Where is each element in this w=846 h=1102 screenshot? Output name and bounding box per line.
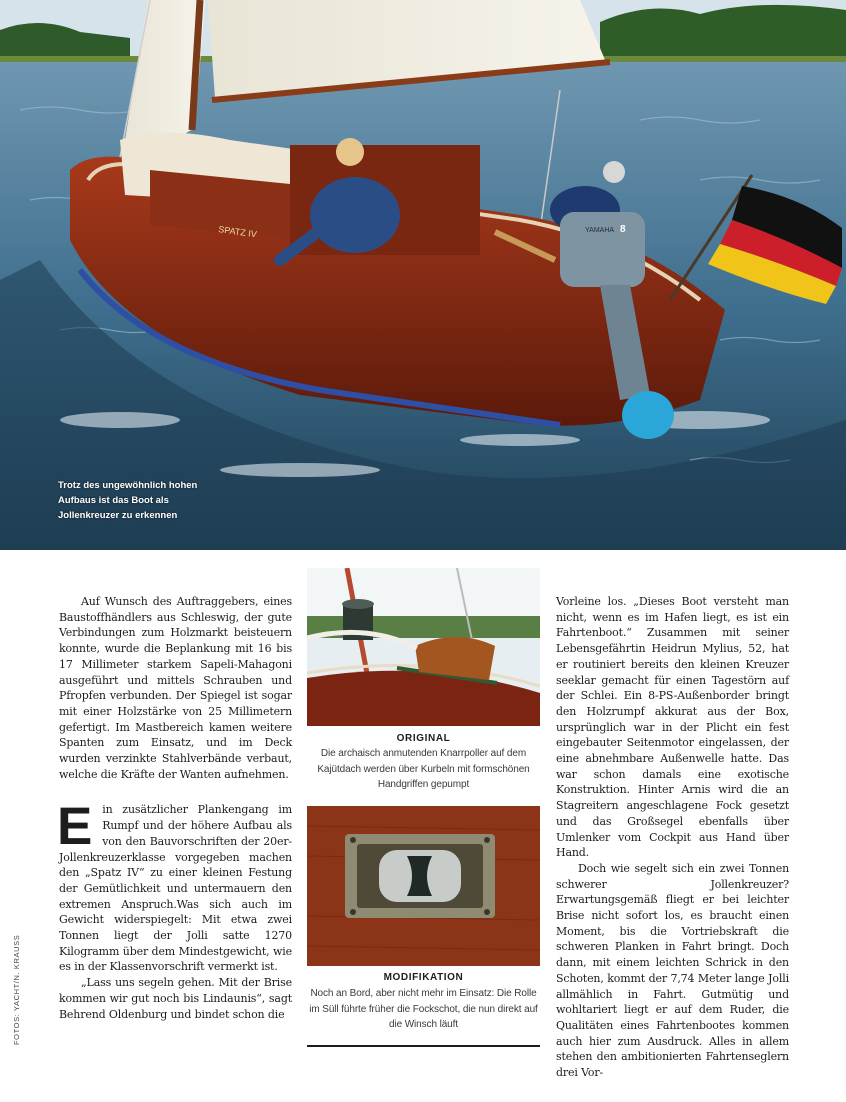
hero-caption: Trotz des ungewöhnlich hohen Aufbaus ist das Boot als Jollenkreuzer zu erkennen (58, 480, 198, 521)
crew-helm (310, 177, 400, 253)
boat-name: SPATZ IV (217, 224, 258, 240)
photo-modification-roller (307, 806, 540, 966)
figure-caption-original: Die archaisch anmutenden Knarrpoller auf dem Kajütdach werden über Kurbeln mit formschönen Handgriffen gepumpt (317, 748, 530, 791)
photo-original-winch (307, 568, 540, 726)
paragraph-text: in zusätzlicher Plankengang im Rumpf und der höhere Aufbau als von den Bauvorschriften der 20er-Jollenkreuzerklasse vorgegeben machen den „Spatz IV“ zu einer kleinen Festung der Gemütlichkeit und untermauern den extremen Anspruch.Was sich auch im Gewicht widerspiegelt: Mit etwa zwei Tonnen liegt der Jolli satte 1270 Kilogramm über dem Mindestgewicht, wie es in der Klassenvorschrift vermerkt ist. (59, 803, 292, 974)
paragraph: Auf Wunsch des Auftraggebers, eines Baustoffhändlers aus Schleswig, der gute Verbindungen zum Holzmarkt beisteuern konnte, wurde die Beplankung mit 16 bis 17 Millimeter starkem Sapeli-Mahagoni ausgeführt und mittels Schrauben und Pfropfen verbunden. Der Spiegel ist sogar mit einer Holzstärke von 25 Millimetern gefertigt. Im Mastbereich kamen weitere Spanten zum Einsatz, und im Deck wurden verzinkte Stahlverbände verbaut, welche die Kräfte der Wanten aufnehmen. (59, 595, 292, 781)
text-column-left (59, 594, 292, 1022)
photo-credit: FOTOS: YACHT/N. KRAUSS (12, 934, 21, 1045)
paragraph: „Lass uns segeln gehen. Mit der Brise kommen wir gut noch bis Lindaunis“, sagt Behrend Oldenburg und bindet schon die (59, 976, 292, 1021)
figure-caption-modification: Noch an Bord, aber nicht mehr im Einsatz: Die Rolle im Süll führte früher die Fockschot, die nun direkt auf die Winsch läuft (309, 988, 538, 1031)
figure-label-modification: MODIFIKATION (383, 972, 464, 983)
outboard-mark: 8 (620, 224, 626, 235)
dropcap: E (57, 797, 93, 857)
figure-divider (307, 1045, 540, 1047)
treeline-right (600, 5, 846, 64)
figure-label-original: ORIGINAL (396, 733, 451, 744)
paragraph: Doch wie segelt sich ein zwei Tonnen schwerer Jollenkreuzer? Erwartungsgemäß fliegt er bei leichter Brise nicht sofort los, es braucht einen Moment, bis die Vortriebskraft die schweren Planken in Fahrt bringt. Doch dann, mit einem leichten Schrick in den Schoten, kommt der 7,74 Meter lange Jolli allmählich in Fahrt. Gutmütig und wohltariert liegt er auf dem Ruder, die Qualitäten eines Fahrtenbootes kommen auch hier zum Ausdruck. Alles in allem stehen den ambitionierten Fahrtenseglern drei Vor- (556, 861, 789, 1080)
outboard-brand: YAMAHA (585, 227, 615, 234)
propeller-guard (622, 391, 674, 439)
outboard-head (560, 212, 645, 287)
hero-photo (0, 0, 846, 550)
paragraph-dropcap (57, 797, 292, 975)
paragraph: Vorleine los. „Dieses Boot versteht man nicht, wenn es im Hafen liegt, es ist ein Fahrtenboot.“ Zusammen mit seiner Lebensgefährtin Heidrun Mylius, 52, hat er routiniert bereits den kleinen Kreuzer seeklar gemacht für einen Tagestörn auf der Schlei. Ein 8-PS-Außenborder bringt den Holzrumpf akkurat aus der Box, ursprünglich war in der Plicht ein fest eingebauter Seitenmotor eingelassen, der eine abnehmbare Außenwelle hatte. Das war schon damals eine exotische Konstruktion. Hinter Arnis wird die an Stagreitern angeschlagene Fock gesetzt und das Großsegel ebenfalls über Umlenker vom Cockpit aus Hand über Hand. (556, 595, 789, 860)
text-column-right (556, 594, 789, 1081)
